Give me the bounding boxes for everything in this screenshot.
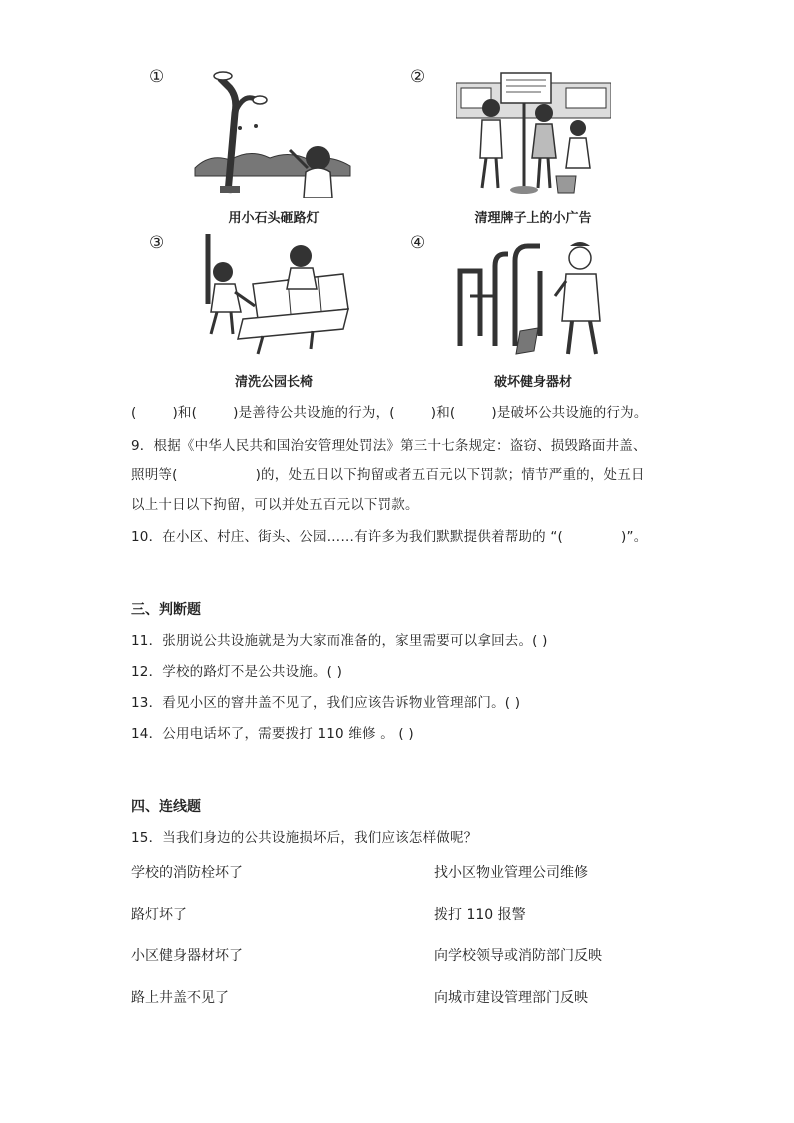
illustration-stone-streetlamp [190, 68, 355, 198]
illustration-clean-sign [456, 68, 611, 198]
q10-text-b: )”。 [621, 529, 648, 545]
q9-text-b: )的，处五日以下拘留或者五百元以下罚款；情节严重的，处五日 [255, 467, 645, 483]
picture-number-3: ③ [149, 233, 165, 253]
q8-text-4: )和( [430, 405, 456, 421]
q8-text-2: )和( [172, 405, 198, 421]
question-14: 14．公用电话坏了，需要拨打 110 维修 。 ( ) [131, 726, 414, 742]
q8-text-5: )是破坏公共设施的行为。 [491, 405, 648, 421]
match-right-2[interactable]: 拨打 110 报警 [434, 907, 526, 923]
question-15: 15．当我们身边的公共设施损坏后，我们应该怎样做呢？ [131, 830, 478, 846]
match-right-4[interactable]: 向城市建设管理部门反映 [434, 990, 588, 1006]
match-right-1[interactable]: 找小区物业管理公司维修 [434, 865, 588, 881]
picture-caption-2: 清理牌子上的小广告 [474, 211, 592, 226]
match-left-4[interactable]: 路上井盖不见了 [131, 990, 229, 1006]
q9-text-a: 照明等( [131, 467, 178, 483]
match-left-3[interactable]: 小区健身器材坏了 [131, 948, 243, 964]
illustration-damage-equipment [450, 236, 615, 366]
picture-number-4: ④ [410, 233, 426, 253]
picture-caption-3: 清洗公园长椅 [234, 375, 313, 390]
match-left-2[interactable]: 路灯坏了 [131, 907, 187, 923]
picture-caption-4: 破坏健身器材 [493, 375, 572, 390]
picture-number-1: ① [149, 67, 165, 87]
illustration-clean-bench [193, 234, 358, 364]
question-12: 12．学校的路灯不是公共设施。( ) [131, 664, 343, 680]
picture-caption-1: 用小石头砸路灯 [228, 211, 320, 226]
question-13: 13．看见小区的窨井盖不见了，我们应该告诉物业管理部门。( ) [131, 695, 521, 711]
q8-text-1: ( [131, 405, 137, 421]
section-title-judgement: 三、判断题 [131, 602, 201, 618]
question-9-line-3: 以上十日以下拘留，可以并处五百元以下罚款。 [131, 497, 419, 513]
section-title-matching: 四、连线题 [131, 799, 201, 815]
picture-number-2: ② [410, 67, 426, 87]
q10-text-a: 10．在小区、村庄、街头、公园……有许多为我们默默提供着帮助的 “( [131, 529, 564, 545]
question-9-line-2 [131, 463, 645, 483]
question-10 [131, 525, 647, 545]
question-9-line-1: 9．根据《中华人民共和国治安管理处罚法》第三十七条规定：盗窃、损毁路面井盖、 [131, 438, 647, 454]
match-right-3[interactable]: 向学校领导或消防部门反映 [434, 948, 602, 964]
question-8 [131, 401, 648, 421]
question-11: 11．张朋说公共设施就是为大家而准备的，家里需要可以拿回去。( ) [131, 633, 548, 649]
q8-text-3: )是善待公共设施的行为，( [233, 405, 395, 421]
match-left-1[interactable]: 学校的消防栓坏了 [131, 865, 243, 881]
